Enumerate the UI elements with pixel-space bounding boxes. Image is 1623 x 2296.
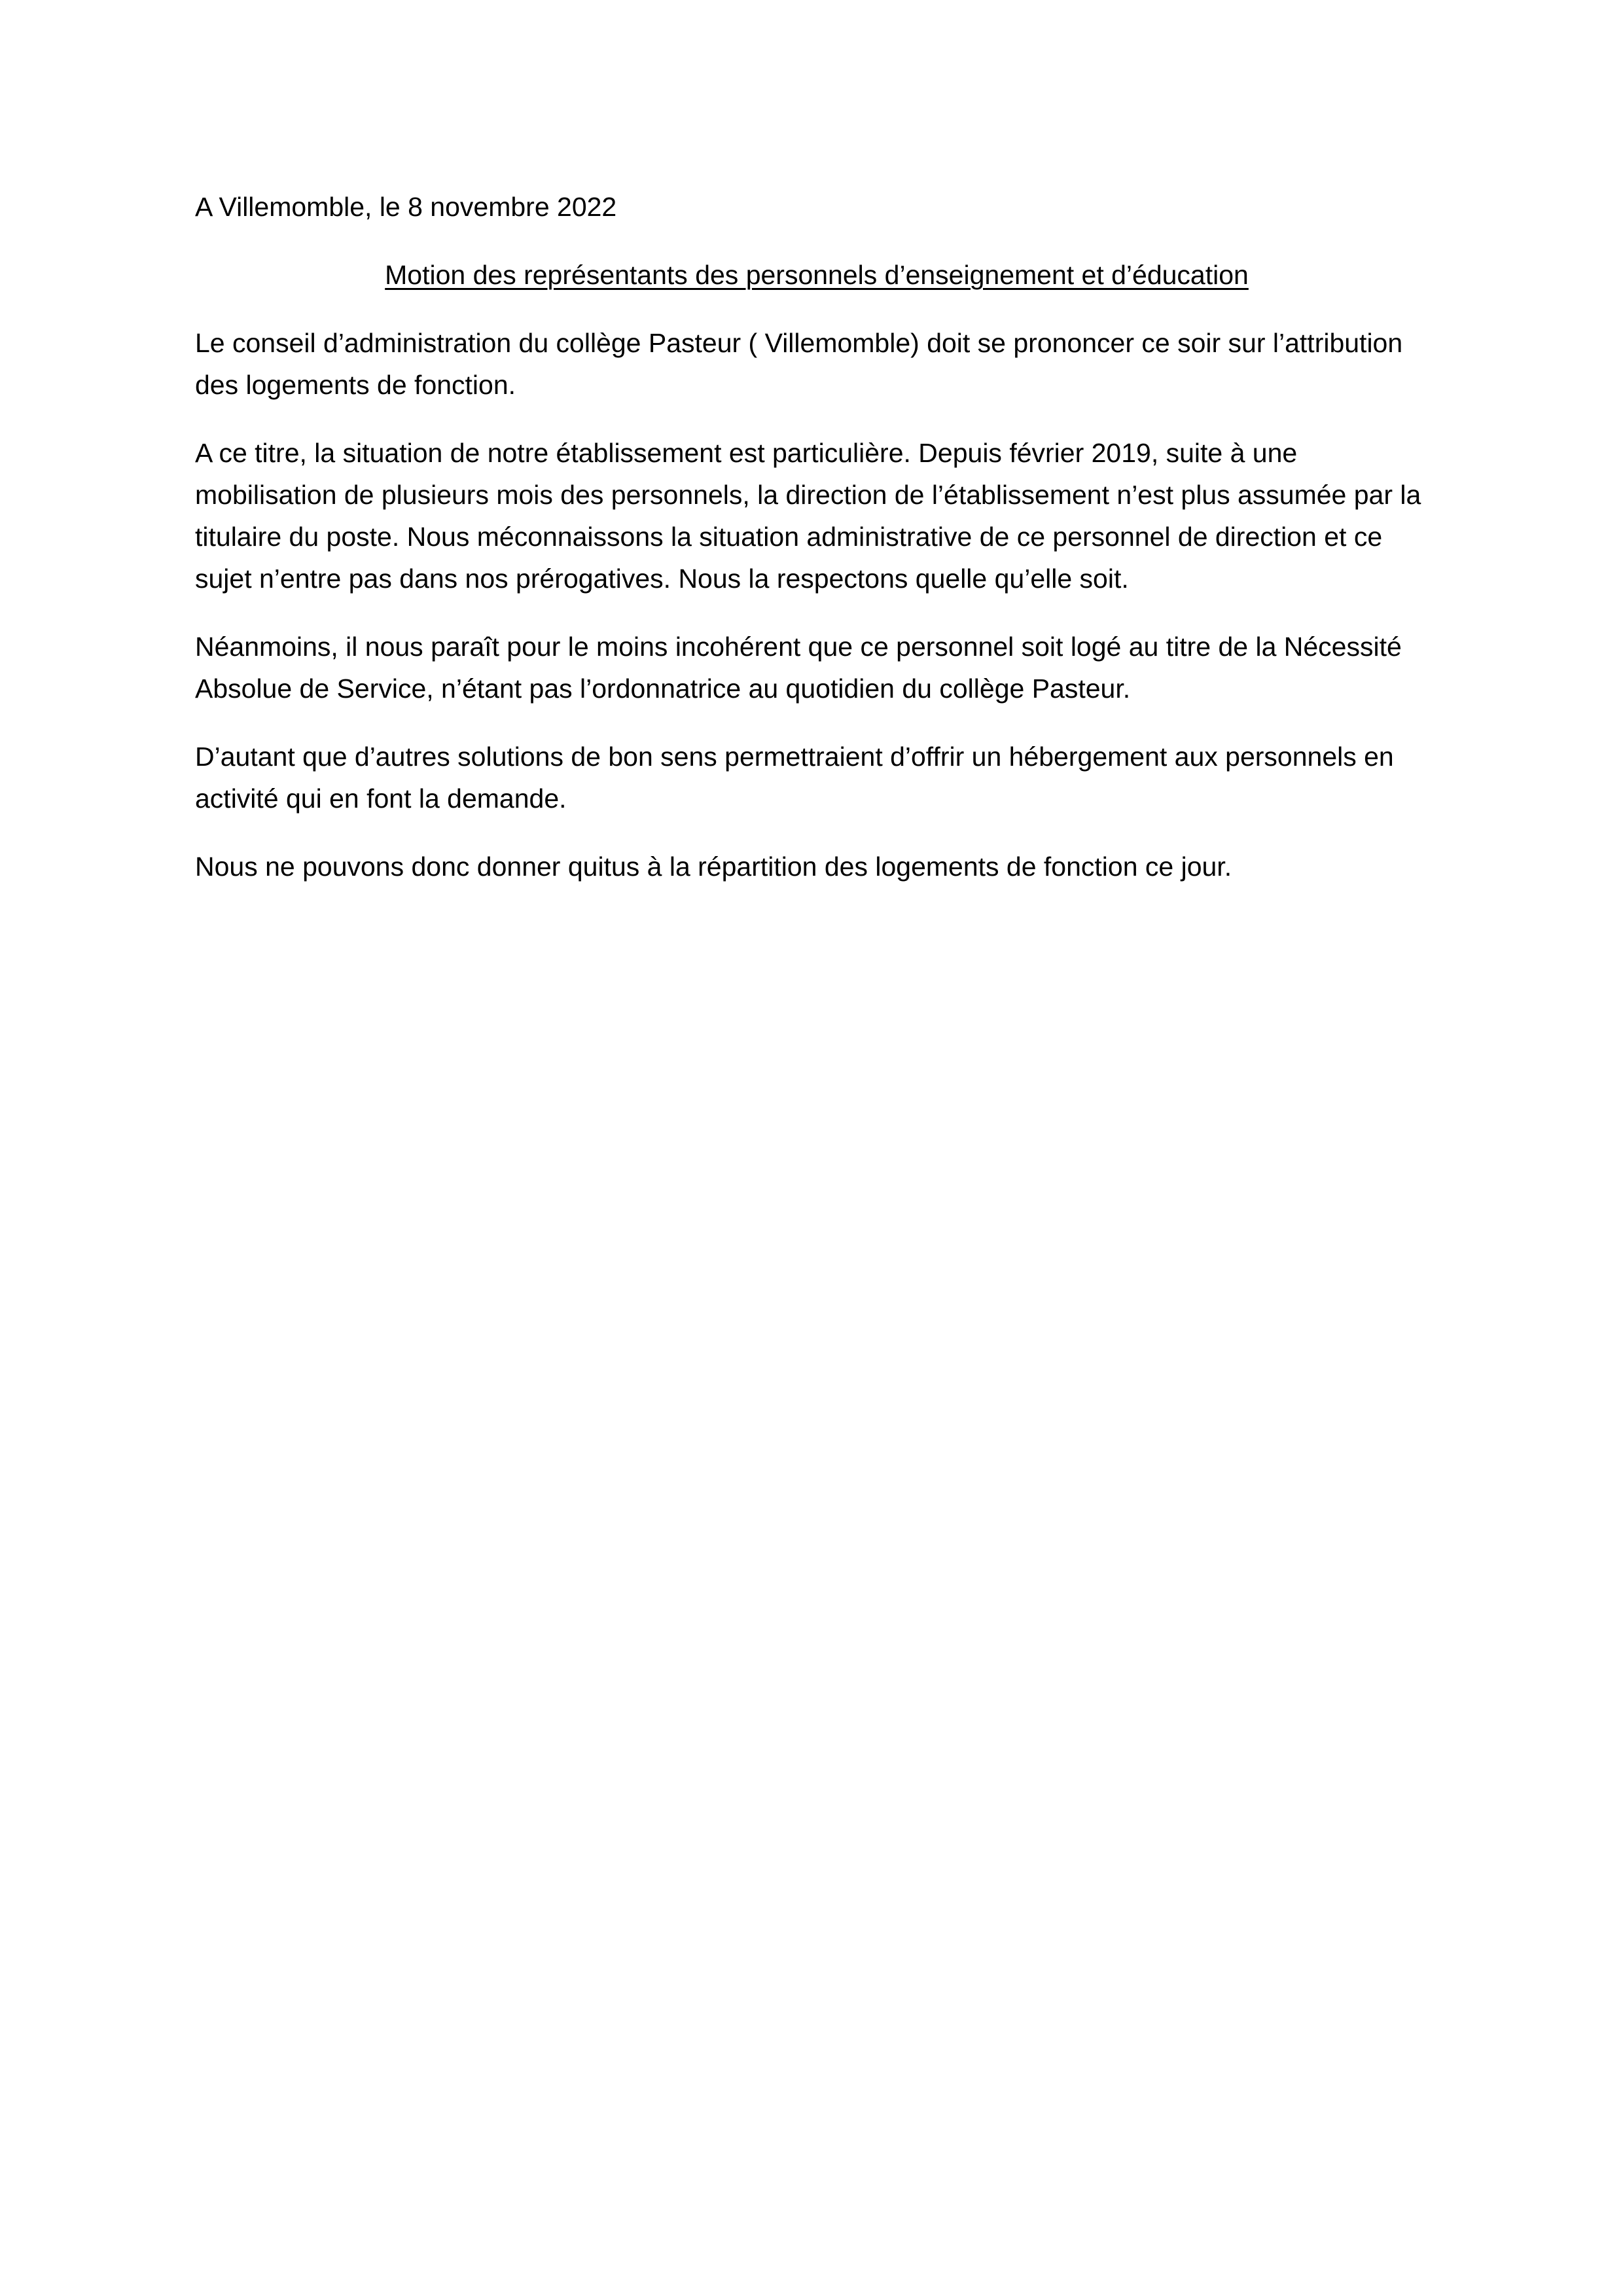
date-line: A Villemomble, le 8 novembre 2022: [195, 192, 617, 222]
paragraph-alternatives: D’autant que d’autres solutions de bon sens permettraient d’offrir un hébergement aux personnels en activité qui en font la demande.: [195, 742, 1394, 814]
paragraph-intro: Le conseil d’administration du collège Pasteur ( Villemomble) doit se prononcer ce soir sur l’attribution des logements de fonction.: [195, 328, 1403, 400]
paragraph-incoherence: Néanmoins, il nous paraît pour le moins incohérent que ce personnel soit logé au titre de la Nécessité Absolue de Service, n’étant pas l’ordonnatrice au quotidien du collège Pasteur.: [195, 632, 1402, 704]
document-body: [195, 186, 1438, 914]
paragraph-situation: A ce titre, la situation de notre établissement est particulière. Depuis février 2019, suite à une mobilisation de plusieurs mois des personnels, la direction de l’établissement n’est plus assumée par la titulaire du poste. Nous méconnaissons la situation administrative de ce personnel de direction et ce sujet n’entre pas dans nos prérogatives. Nous la respectons quelle qu’elle soit.: [195, 438, 1421, 594]
document-title: Motion des représentants des personnels d’enseignement et d’éducation: [385, 260, 1249, 290]
paragraph-conclusion: Nous ne pouvons donc donner quitus à la répartition des logements de fonction ce jour.: [195, 852, 1232, 882]
